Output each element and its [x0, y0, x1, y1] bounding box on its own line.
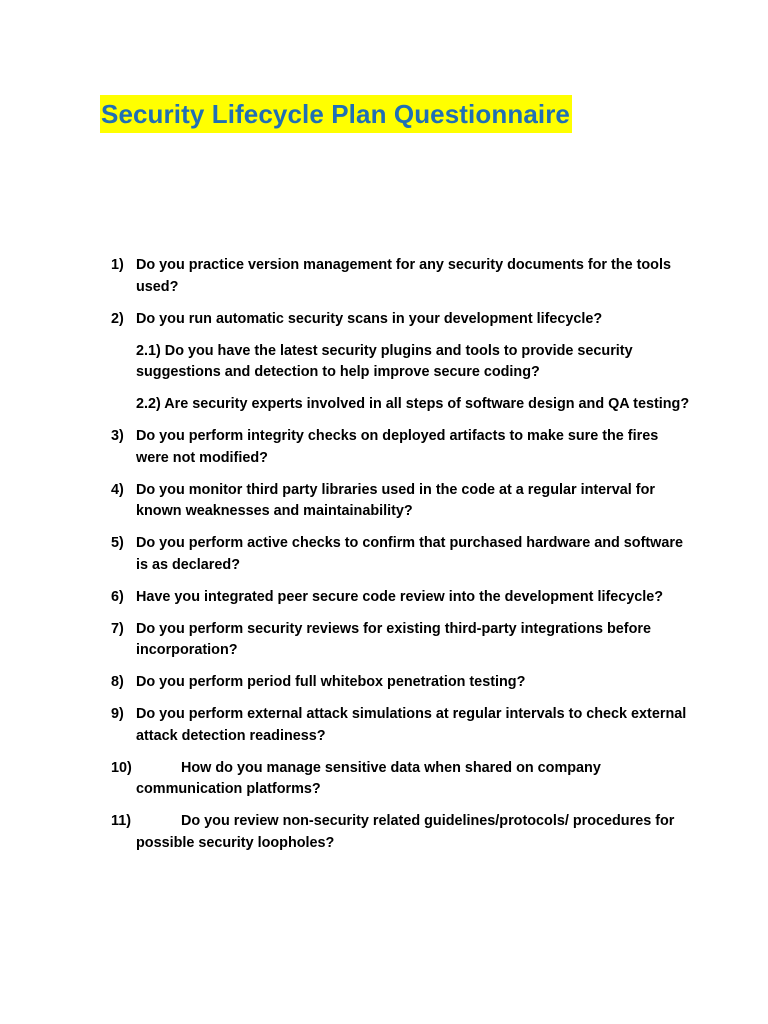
question-text: Do you practice version management for any security documents for the tools used? [136, 257, 671, 295]
question-text: 2.2) Are security experts involved in all steps of software design and QA testing? [136, 396, 690, 412]
question-item [111, 309, 691, 331]
question-number: 11) [111, 813, 132, 829]
question-text: Do you perform security reviews for existing third-party integrations before incorporation? [136, 620, 651, 658]
question-item [111, 672, 691, 694]
question-number: 5) [111, 535, 124, 551]
question-text: Do you perform integrity checks on deployed artifacts to make sure the fires were not modified? [136, 428, 659, 466]
question-number: 10) [111, 759, 132, 776]
question-item [111, 426, 691, 469]
question-number: 1) [111, 257, 124, 273]
question-text: 2.1) Do you have the latest security plugins and tools to provide security suggestions and detection to help improve secure coding? [136, 342, 633, 380]
question-number: 3) [111, 428, 124, 444]
question-text: Do you monitor third party libraries used in the code at a regular interval for known weaknesses and maintainability? [136, 481, 655, 519]
question-text: Do you perform external attack simulations at regular intervals to check external attack detection readiness? [136, 706, 687, 744]
question-number: 4) [111, 481, 124, 498]
question-text: Do you run automatic security scans in your development lifecycle? [136, 310, 603, 327]
question-number: 2) [111, 310, 124, 327]
question-number: 7) [111, 620, 124, 637]
question-text: Have you integrated peer secure code review into the development lifecycle? [136, 588, 664, 605]
question-item [111, 758, 691, 801]
question-text: Do you perform active checks to confirm that purchased hardware and software is as declared? [136, 535, 683, 573]
question-item [111, 255, 691, 298]
question-item [111, 533, 691, 576]
question-text: Do you perform period full whitebox penetration testing? [136, 674, 526, 690]
title-block [100, 95, 572, 133]
question-item [111, 704, 691, 747]
question-text: How do you manage sensitive data when shared on company communication platforms? [136, 759, 601, 797]
question-number: 6) [111, 588, 124, 605]
question-item [111, 811, 691, 854]
subquestion-item [111, 341, 691, 384]
document-title: Security Lifecycle Plan Questionnaire [100, 95, 572, 133]
question-item [111, 619, 691, 662]
question-number: 9) [111, 706, 124, 722]
question-item [111, 480, 691, 523]
question-item [111, 587, 691, 609]
question-number: 8) [111, 674, 124, 690]
question-list [111, 255, 691, 865]
question-text: Do you review non-security related guidelines/protocols/ procedures for possible security loopholes? [136, 813, 675, 851]
subquestion-item [111, 394, 691, 416]
